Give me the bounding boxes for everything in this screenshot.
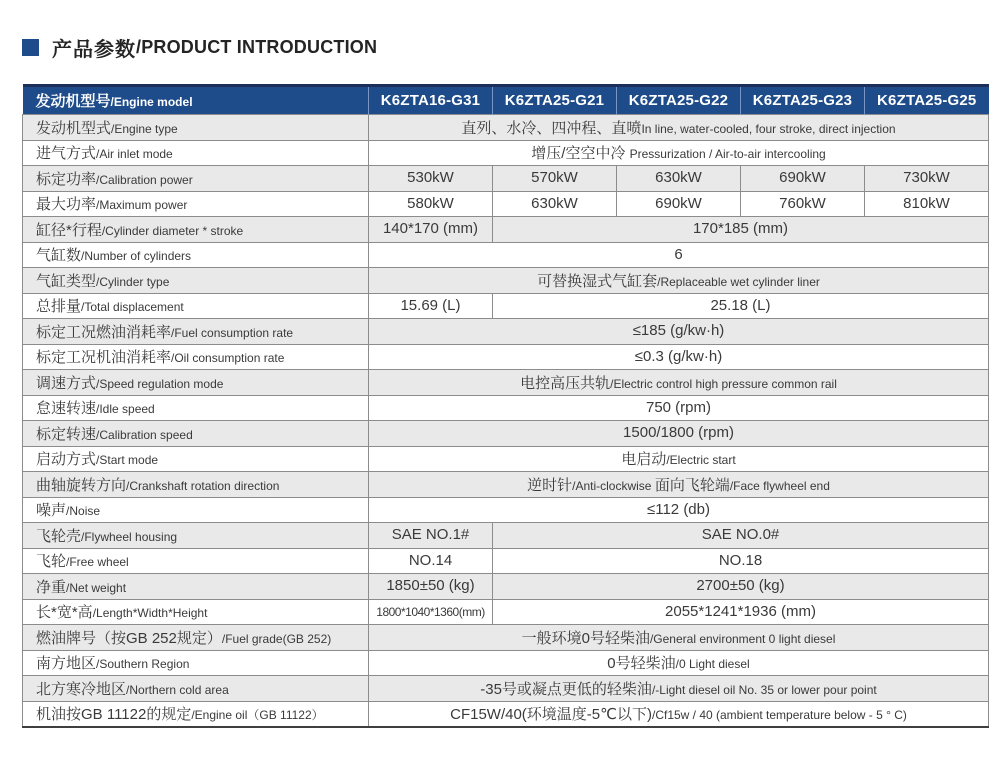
text-segment: 760kW <box>779 194 826 212</box>
row-label-cell <box>23 395 369 421</box>
text-segment: 发动机型号 <box>35 93 111 110</box>
text-segment: /Electric start <box>666 453 736 468</box>
text-segment: /Length*Width*Height <box>92 606 208 621</box>
value-cell <box>369 574 493 600</box>
text-segment: 噪声 <box>36 502 67 520</box>
header-model-cell: K6ZTA25-G25 <box>865 86 989 115</box>
text-segment: 580kW <box>407 194 454 212</box>
text-segment: 最大功率 <box>36 196 97 214</box>
row-label-cell <box>23 574 369 600</box>
text-segment: /Calibration power <box>96 172 193 187</box>
table-row <box>23 625 989 651</box>
row-label-cell <box>23 319 369 345</box>
text-segment: /0 Light diesel <box>675 657 750 672</box>
title-bullet-square-icon <box>22 39 39 56</box>
text-segment: SAE NO.1# <box>391 526 470 544</box>
text-segment: /Noise <box>66 504 101 519</box>
text-segment: 南方地区 <box>36 655 97 673</box>
text-segment: 1850±50 (kg) <box>386 577 475 595</box>
header-row <box>23 86 989 115</box>
text-segment: /Maximum power <box>96 198 188 213</box>
text-segment: 净重 <box>36 578 67 596</box>
text-segment: /Free wheel <box>66 555 129 570</box>
value-cell <box>617 191 741 217</box>
text-segment: 2700±50 (kg) <box>696 577 785 595</box>
value-cell <box>369 191 493 217</box>
text-segment: 630kW <box>531 194 578 212</box>
text-segment: 逆时针 <box>527 476 573 494</box>
text-segment: /Air inlet mode <box>96 147 173 162</box>
header-model-cell: K6ZTA25-G23 <box>741 86 865 115</box>
table-row <box>23 523 989 549</box>
row-label-cell <box>23 242 369 268</box>
text-segment: 飞轮壳 <box>36 527 82 545</box>
text-segment: /Crankshaft rotation direction <box>126 478 280 493</box>
value-cell <box>617 166 741 192</box>
text-segment: 1800*1040*1360(mm) <box>376 604 485 619</box>
row-label-cell <box>23 370 369 396</box>
text-segment: 6 <box>674 245 683 263</box>
value-cell <box>369 650 989 676</box>
spec-table-body <box>23 115 989 728</box>
value-cell <box>369 370 989 396</box>
text-segment: /Cylinder type <box>96 274 170 289</box>
text-segment: /Calibration speed <box>96 427 193 442</box>
text-segment: 一般环境0号轻柴油 <box>521 629 650 647</box>
row-label-cell <box>23 191 369 217</box>
text-segment: NO.18 <box>718 551 763 569</box>
text-segment: 怠速转速 <box>36 400 97 418</box>
text-segment: /Flywheel housing <box>81 529 178 544</box>
table-row <box>23 497 989 523</box>
value-cell <box>369 217 493 243</box>
text-segment: SAE NO.0# <box>701 526 780 544</box>
text-segment: 标定转速 <box>36 425 97 443</box>
text-segment: 可替换湿式气缸套 <box>537 272 658 290</box>
value-cell <box>369 548 493 574</box>
text-segment: /Face flywheel end <box>729 478 830 493</box>
text-segment: 标定工况燃油消耗率 <box>36 323 172 341</box>
text-segment: /Engine type <box>111 121 178 136</box>
value-cell <box>493 574 989 600</box>
text-segment: /Electric control high pressure common rail <box>610 376 837 391</box>
text-segment: 进气方式 <box>36 145 97 163</box>
table-row <box>23 293 989 319</box>
text-segment: /Cf15w / 40 (ambient temperature below - 5 ° C) <box>651 708 907 723</box>
table-row <box>23 676 989 702</box>
row-label-cell <box>23 217 369 243</box>
row-label-cell <box>23 115 369 141</box>
value-cell <box>741 191 865 217</box>
text-segment: 发动机型式 <box>36 119 112 137</box>
table-row <box>23 140 989 166</box>
value-cell <box>369 421 989 447</box>
text-segment: /Engine model <box>110 95 193 109</box>
text-segment: 630kW <box>655 169 702 187</box>
text-segment: 2055*1241*1936 (mm) <box>665 602 816 620</box>
text-segment: 气缸数 <box>36 247 82 265</box>
text-segment: 140*170 (mm) <box>382 220 479 238</box>
value-cell <box>493 191 617 217</box>
table-row <box>23 268 989 294</box>
text-segment: 0号轻柴油 <box>607 655 676 673</box>
text-segment: 调速方式 <box>36 374 97 392</box>
row-label-cell <box>23 166 369 192</box>
text-segment: 缸径*行程 <box>36 221 102 239</box>
value-cell <box>369 319 989 345</box>
row-label-cell <box>23 446 369 472</box>
row-label-cell <box>23 421 369 447</box>
table-row <box>23 650 989 676</box>
text-segment: /Total displacement <box>81 300 184 315</box>
table-row <box>23 421 989 447</box>
text-segment: 燃油牌号（按GB 252规定） <box>36 629 222 647</box>
text-segment: /Speed regulation mode <box>96 376 224 391</box>
value-cell <box>493 599 989 625</box>
table-row <box>23 344 989 370</box>
value-cell <box>369 701 989 727</box>
table-row <box>23 472 989 498</box>
value-cell <box>369 599 493 625</box>
text-segment: Pressurization / Air-to-air intercooling <box>629 147 826 162</box>
value-cell <box>369 446 989 472</box>
value-cell <box>369 293 493 319</box>
header-model-cell: K6ZTA25-G21 <box>493 86 617 115</box>
table-row <box>23 166 989 192</box>
value-cell <box>741 166 865 192</box>
row-label-cell <box>23 344 369 370</box>
table-row <box>23 115 989 141</box>
text-segment: NO.14 <box>408 551 453 569</box>
text-segment: 面向飞轮端 <box>654 476 730 494</box>
table-row <box>23 370 989 396</box>
text-segment: /Anti-clockwise <box>572 478 655 493</box>
row-label-cell <box>23 140 369 166</box>
row-label-cell <box>23 293 369 319</box>
table-row <box>23 191 989 217</box>
text-segment: 长*宽*高 <box>36 604 93 622</box>
row-label-cell <box>23 701 369 727</box>
text-segment: 标定功率 <box>36 170 97 188</box>
text-segment: 启动方式 <box>36 451 97 469</box>
value-cell <box>369 497 989 523</box>
section-title <box>22 33 377 62</box>
text-segment: 530kW <box>407 169 454 187</box>
text-segment: 曲轴旋转方向 <box>36 476 127 494</box>
text-segment: /Southern Region <box>96 657 190 672</box>
value-cell <box>369 166 493 192</box>
text-segment: ≤185 (g/kw·h) <box>632 322 725 340</box>
text-segment: 170*185 (mm) <box>692 220 789 238</box>
text-segment: In line, water-cooled, four stroke, direct injection <box>641 121 896 136</box>
text-segment: /General environment 0 light diesel <box>649 631 836 646</box>
text-segment: CF15W/40(环境温度-5℃以下) <box>450 706 652 724</box>
row-label-cell <box>23 497 369 523</box>
text-segment: /Number of cylinders <box>81 249 192 264</box>
text-segment: 810kW <box>903 194 950 212</box>
table-row <box>23 599 989 625</box>
value-cell <box>865 191 989 217</box>
header-model-cell: K6ZTA16-G31 <box>369 86 493 115</box>
text-segment: 总排量 <box>36 298 82 316</box>
row-label-cell <box>23 599 369 625</box>
text-segment: ≤0.3 (g/kw·h) <box>634 347 723 365</box>
table-row <box>23 395 989 421</box>
text-segment: 飞轮 <box>36 553 67 571</box>
value-cell <box>369 344 989 370</box>
text-segment: /Fuel consumption rate <box>171 325 294 340</box>
row-label-cell <box>23 268 369 294</box>
text-segment: /Replaceable wet cylinder liner <box>657 274 820 289</box>
row-label-cell <box>23 625 369 651</box>
text-segment: 730kW <box>903 169 950 187</box>
table-row <box>23 217 989 243</box>
row-label-cell <box>23 650 369 676</box>
table-row <box>23 574 989 600</box>
text-segment: /Net weight <box>66 580 127 595</box>
row-label-cell <box>23 676 369 702</box>
value-cell <box>493 523 989 549</box>
row-label-cell <box>23 548 369 574</box>
text-segment: 机油按GB 11122的规定 <box>36 706 192 724</box>
text-segment: /Fuel grade(GB 252) <box>221 631 332 646</box>
value-cell <box>493 293 989 319</box>
table-row <box>23 446 989 472</box>
table-row <box>23 701 989 727</box>
text-segment: /Start mode <box>96 453 159 468</box>
table-row <box>23 319 989 345</box>
value-cell <box>369 242 989 268</box>
value-cell <box>369 523 493 549</box>
header-label-cell <box>23 86 369 115</box>
section-title-chinese: 产品参数 <box>52 39 136 61</box>
text-segment: 690kW <box>779 169 826 187</box>
value-cell <box>369 625 989 651</box>
text-segment: /Oil consumption rate <box>171 351 285 366</box>
header-model-cell: K6ZTA25-G22 <box>617 86 741 115</box>
value-cell <box>369 676 989 702</box>
text-segment: 1500/1800 (rpm) <box>623 424 734 442</box>
value-cell <box>369 472 989 498</box>
value-cell <box>865 166 989 192</box>
value-cell <box>369 140 989 166</box>
value-cell <box>493 548 989 574</box>
row-label-cell <box>23 523 369 549</box>
value-cell <box>369 268 989 294</box>
value-cell <box>493 217 989 243</box>
table-row <box>23 242 989 268</box>
text-segment: /-Light diesel oil No. 35 or lower pour point <box>651 682 877 697</box>
value-cell <box>369 115 989 141</box>
text-segment: 标定工况机油消耗率 <box>36 349 172 367</box>
value-cell <box>493 166 617 192</box>
text-segment: 750 (rpm) <box>645 398 712 416</box>
text-segment: /Northern cold area <box>126 682 229 697</box>
text-segment: 电启动 <box>621 451 667 469</box>
text-segment: 25.18 (L) <box>710 296 771 314</box>
text-segment: ≤112 (db) <box>647 500 710 518</box>
engine-spec-table <box>22 84 989 728</box>
text-segment: 直列、水冷、四冲程、直喷 <box>461 119 642 137</box>
text-segment: -35号或凝点更低的轻柴油 <box>480 680 652 698</box>
text-segment: 15.69 (L) <box>400 296 461 314</box>
table-row <box>23 548 989 574</box>
value-cell <box>369 395 989 421</box>
text-segment: 570kW <box>531 169 578 187</box>
text-segment: 增压/空空中冷 <box>531 145 630 163</box>
text-segment: 电控高压共轨 <box>520 374 611 392</box>
text-segment: 690kW <box>655 194 702 212</box>
text-segment: /Cylinder diameter * stroke <box>101 223 244 238</box>
text-segment: /Engine oil（GB 11122） <box>191 708 324 723</box>
row-label-cell <box>23 472 369 498</box>
text-segment: 北方寒冷地区 <box>36 680 127 698</box>
section-title-english: /PRODUCT INTRODUCTION <box>136 37 378 57</box>
text-segment: /Idle speed <box>96 402 155 417</box>
text-segment: 气缸类型 <box>36 272 97 290</box>
